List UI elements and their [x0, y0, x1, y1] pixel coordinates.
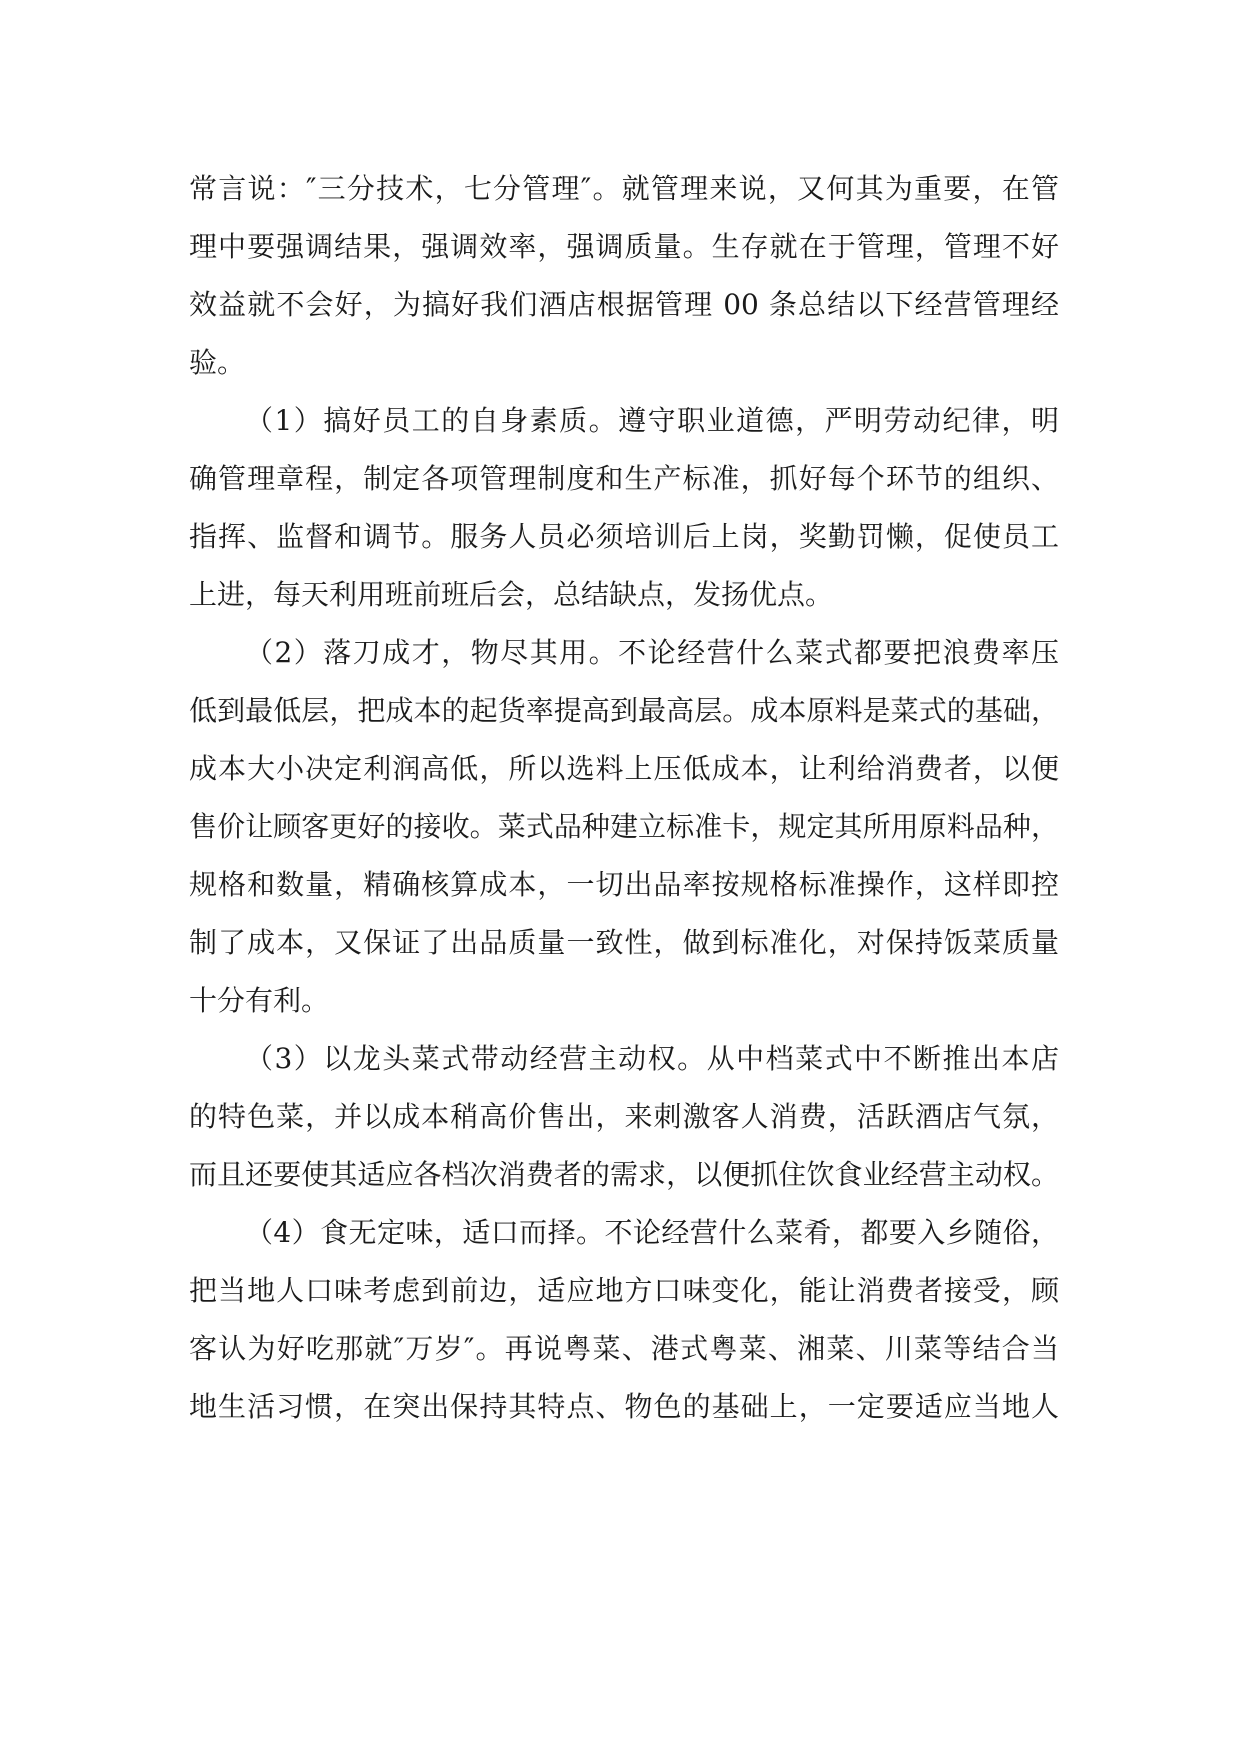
- text-line: （1）搞好员工的自身素质。遵守职业道德，严明劳动纪律，明: [245, 404, 1059, 437]
- text-line: （2）落刀成才，物尽其用。不论经营什么菜式都要把浪费率压: [245, 636, 1059, 669]
- text-line: 客认为好吃那就″万岁″。再说粤菜、港式粤菜、湘菜、川菜等结合当: [189, 1332, 1059, 1365]
- text-line: 的特色菜，并以成本稍高价售出，来刺激客人消费，活跃酒店气氛，: [189, 1100, 1059, 1133]
- text-line: 制了成本，又保证了出品质量一致性，做到标准化，对保持饭菜质量: [189, 926, 1059, 959]
- text-line: 验。: [189, 346, 246, 379]
- text-line: 地生活习惯，在突出保持其特点、物色的基础上，一定要适应当地人: [189, 1390, 1059, 1423]
- text-line: 效益就不会好，为搞好我们酒店根据管理 00 条总结以下经营管理经: [189, 288, 1059, 321]
- paragraph: [189, 392, 1059, 624]
- text-line: 理中要强调结果，强调效率，强调质量。生存就在于管理，管理不好: [189, 230, 1059, 263]
- text-line: 规格和数量，精确核算成本，一切出品率按规格标准操作，这样即控: [189, 868, 1059, 901]
- text-line: 而且还要使其适应各档次消费者的需求，以便抓住饮食业经营主动权。: [189, 1158, 1059, 1191]
- paragraph: [189, 1204, 1059, 1436]
- text-line: 常言说：″三分技术，七分管理″。就管理来说，又何其为重要，在管: [189, 172, 1059, 205]
- text-line: 上进，每天利用班前班后会，总结缺点，发扬优点。: [189, 578, 834, 611]
- text-line: 低到最低层，把成本的起货率提高到最高层。成本原料是菜式的基础，: [189, 694, 1059, 727]
- text-line: 指挥、监督和调节。服务人员必须培训后上岗，奖勤罚懒，促使员工: [189, 520, 1059, 553]
- paragraph: [189, 1030, 1059, 1204]
- paragraph: [189, 160, 1059, 392]
- text-line: 十分有利。: [189, 984, 330, 1017]
- text-line: （3）以龙头菜式带动经营主动权。从中档菜式中不断推出本店: [245, 1042, 1059, 1075]
- text-line: 成本大小决定利润高低，所以选料上压低成本，让利给消费者，以便: [189, 752, 1059, 785]
- document-body: [189, 160, 1059, 1436]
- text-line: 把当地人口味考虑到前边，适应地方口味变化，能让消费者接受，顾: [189, 1274, 1059, 1307]
- text-line: 售价让顾客更好的接收。菜式品种建立标准卡，规定其所用原料品种，: [189, 810, 1059, 843]
- text-line: 确管理章程，制定各项管理制度和生产标准，抓好每个环节的组织、: [189, 462, 1059, 495]
- text-line: （4）食无定味，适口而择。不论经营什么菜肴，都要入乡随俗，: [245, 1216, 1059, 1249]
- paragraph: [189, 624, 1059, 1030]
